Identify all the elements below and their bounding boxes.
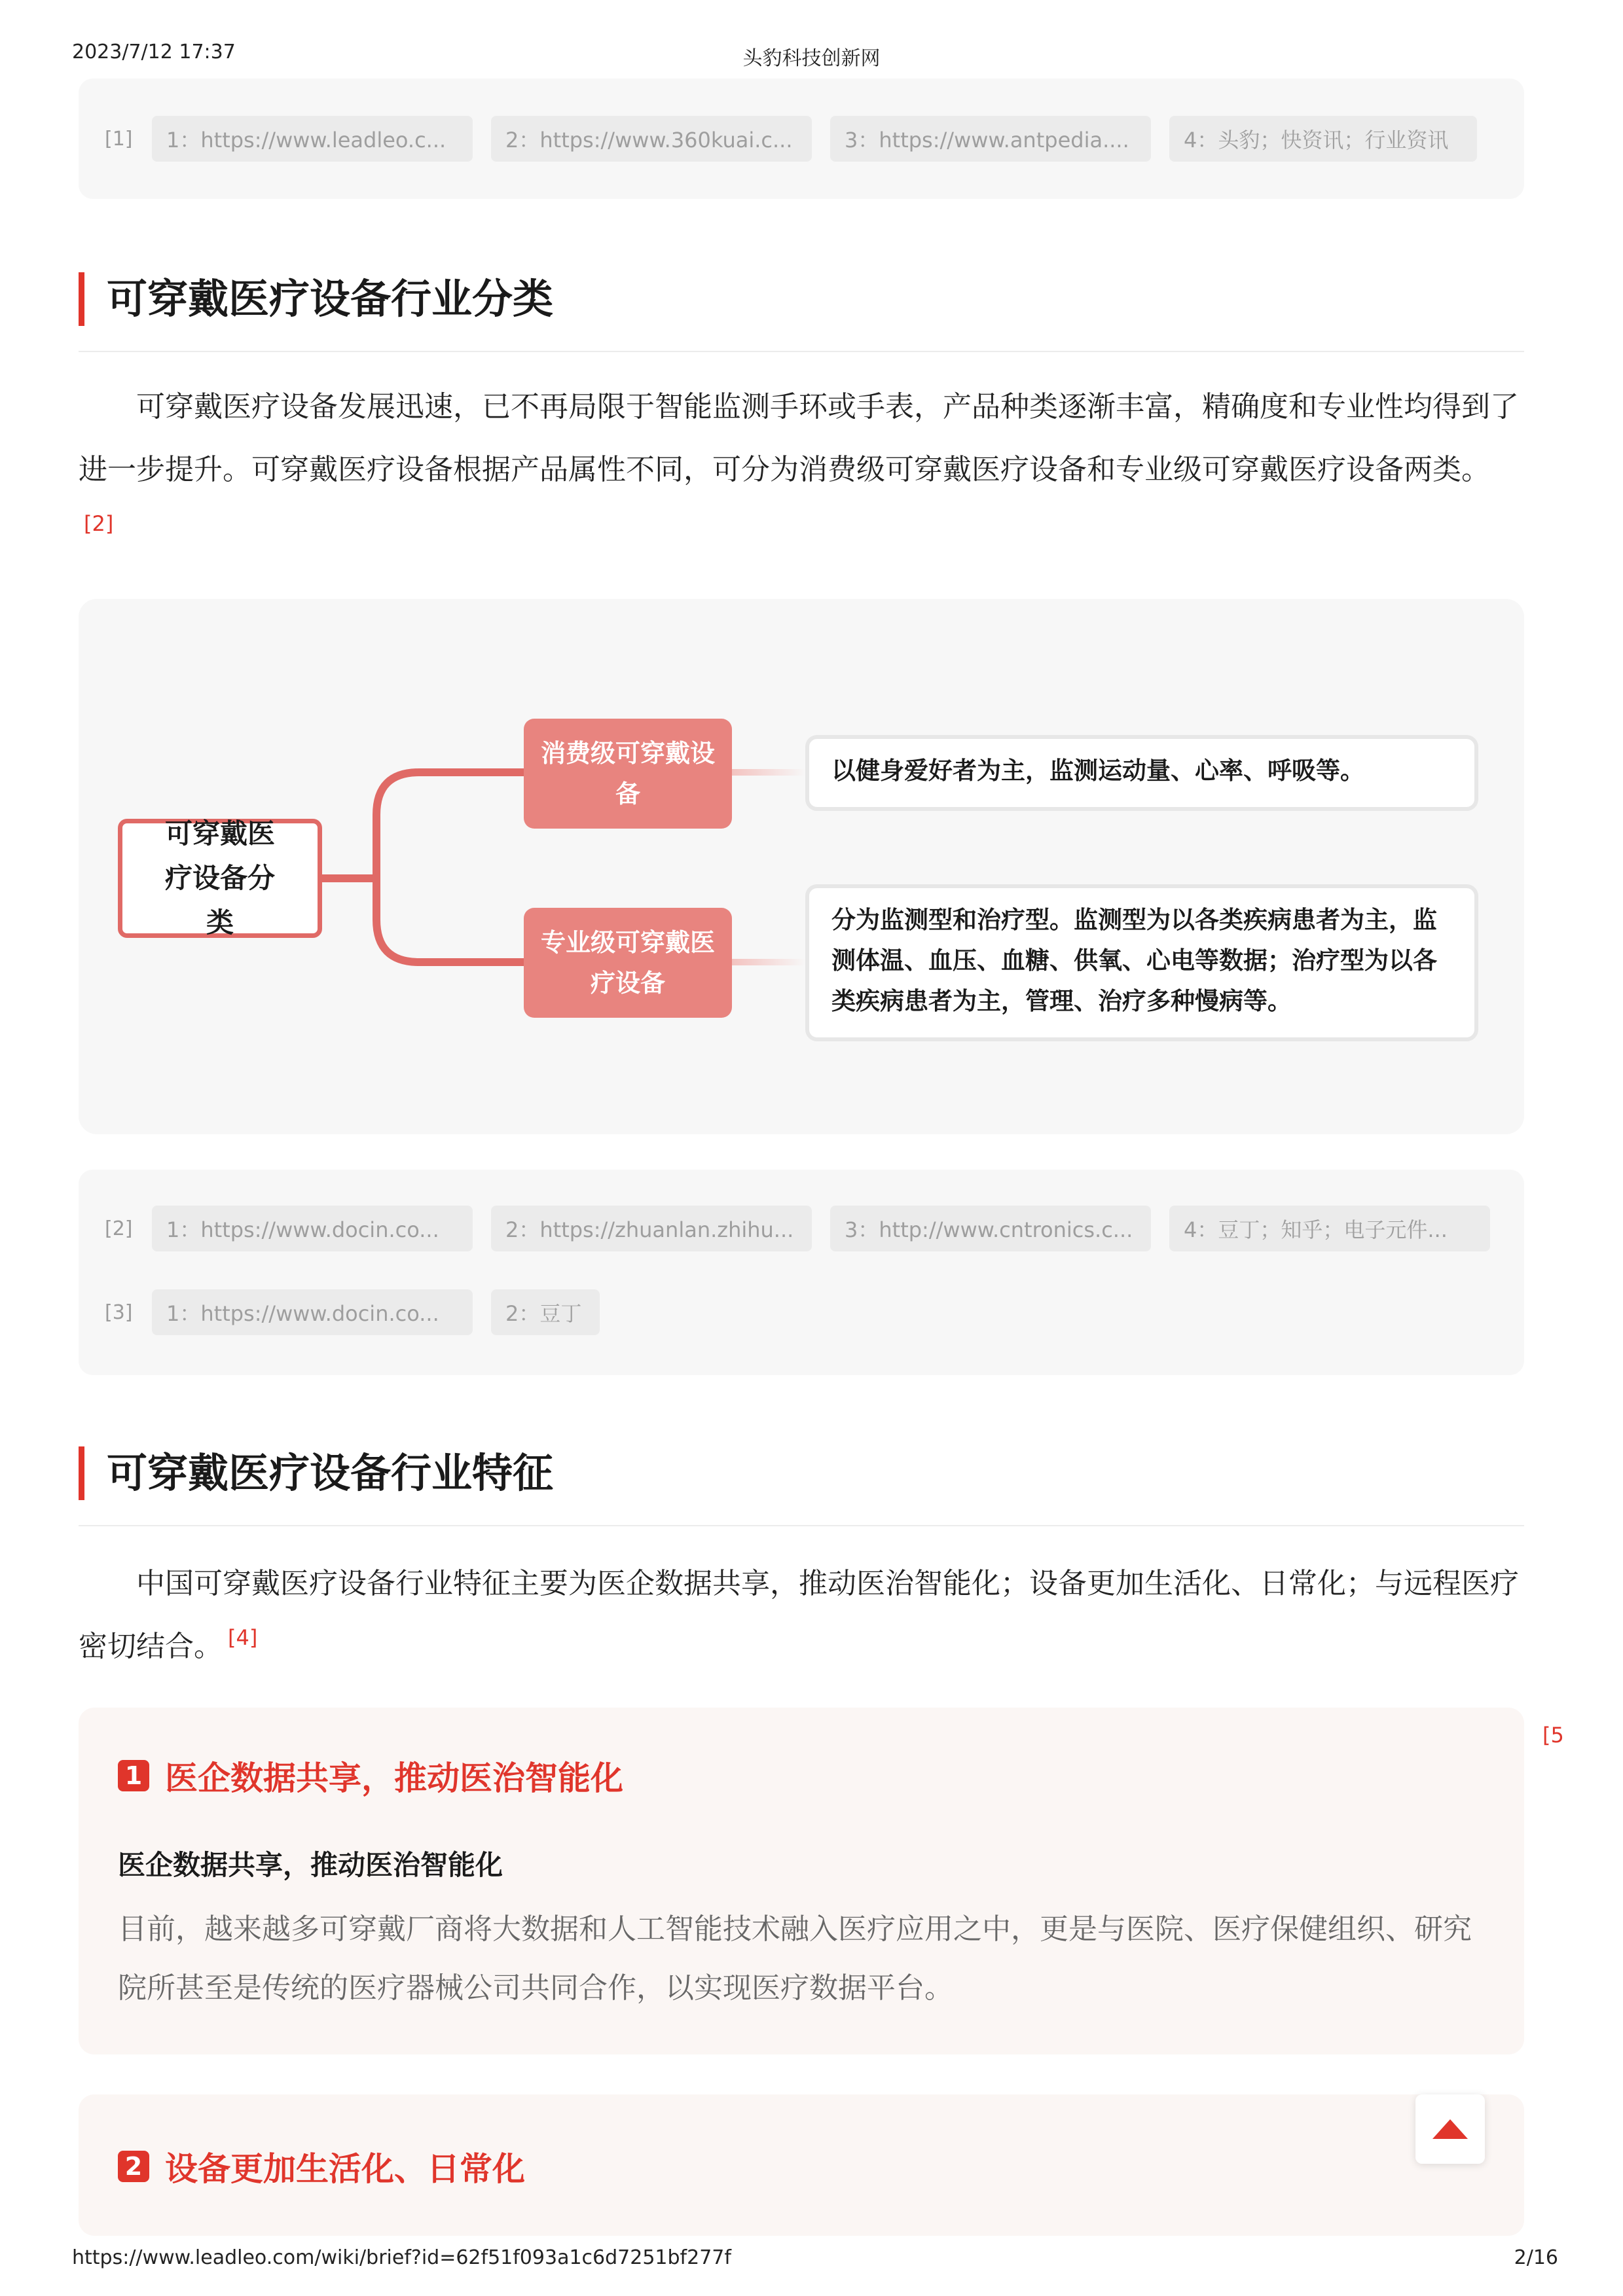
feature-card-2 <box>79 2094 1524 2236</box>
reference-link[interactable]: 1：https://www.docin.co... <box>152 1289 473 1335</box>
paragraph-text: 中国可穿戴医疗设备行业特征主要为医企数据共享，推动医治智能化；设备更加生活化、日常化；与远程医疗密切结合。 <box>79 1567 1519 1663</box>
page-number: 2/16 <box>1514 2246 1558 2269</box>
feature-heading <box>118 2143 525 2190</box>
reference-link[interactable]: 3：http://www.cntronics.c... <box>830 1206 1151 1251</box>
section-divider <box>79 1525 1524 1526</box>
feature-subtitle: 医企数据共享，推动医治智能化 <box>118 1849 503 1881</box>
feature-number-badge: 2 <box>118 2151 149 2182</box>
mindmap-branch-consumer: 消费级可穿戴设备 <box>524 719 732 829</box>
paragraph-text: 可穿戴医疗设备发展迅速，已不再局限于智能监测手环或手表，产品种类逐渐丰富，精确度和专业性均得到了进一步提升。可穿戴医疗设备根据产品属性不同，可分为消费级可穿戴医疗设备和专业级可穿戴医疗设备两类。 <box>79 390 1519 486</box>
reference-index: [1] <box>105 127 133 151</box>
back-to-top-button[interactable] <box>1415 2094 1485 2164</box>
reference-row <box>105 1289 618 1335</box>
feature-card-1 <box>79 1708 1524 2054</box>
reference-row <box>105 1206 1508 1251</box>
reference-link[interactable]: 1：https://www.docin.co... <box>152 1206 473 1251</box>
feature-number-badge: 1 <box>118 1760 149 1791</box>
section-title-classification: 可穿戴医疗设备行业分类 <box>79 272 553 326</box>
connector-fade <box>732 769 805 776</box>
footer-url: https://www.leadleo.com/wiki/brief?id=62f51f093a1c6d7251bf277f <box>72 2246 731 2269</box>
reference-link[interactable]: 2：https://www.360kuai.c... <box>491 116 812 162</box>
feature-title: 医企数据共享，推动医治智能化 <box>165 1759 623 1797</box>
feature-heading <box>118 1752 623 1799</box>
citation-link[interactable]: [2] <box>84 511 114 536</box>
feature-title: 设备更加生活化、日常化 <box>165 2150 525 2188</box>
mindmap-leaf-professional: 分为监测型和治疗型。监测型为以各类疾病患者为主，监测体温、血压、血糖、供氧、心电等数据；治疗型为以各类疾病患者为主，管理、治疗多种慢病等。 <box>805 884 1478 1041</box>
reference-index: [3] <box>105 1300 133 1324</box>
reference-link[interactable]: 4：豆丁；知乎；电子元件... <box>1169 1206 1490 1251</box>
caret-up-icon <box>1432 2119 1468 2139</box>
reference-link[interactable]: 4：头豹；快资讯；行业资讯 <box>1169 116 1477 162</box>
reference-link[interactable]: 2：豆丁 <box>491 1289 600 1335</box>
reference-link[interactable]: 1：https://www.leadleo.c... <box>152 116 473 162</box>
site-title: 头豹科技创新网 <box>742 47 881 70</box>
citation-link[interactable]: [4] <box>228 1625 258 1650</box>
section-paragraph <box>79 1552 1522 1678</box>
connector-fade <box>732 959 805 965</box>
side-citation[interactable]: [5 <box>1542 1723 1564 1748</box>
reference-index: [2] <box>105 1217 133 1240</box>
section-title-features: 可穿戴医疗设备行业特征 <box>79 1446 553 1500</box>
reference-panel-mid <box>79 1170 1524 1375</box>
reference-link[interactable]: 3：https://www.antpedia.... <box>830 116 1151 162</box>
reference-link[interactable]: 2：https://zhuanlan.zhihu... <box>491 1206 812 1251</box>
mindmap-leaf-consumer: 以健身爱好者为主，监测运动量、心率、呼吸等。 <box>805 735 1478 811</box>
mindmap-root-node: 可穿戴医疗设备分类 <box>118 819 322 938</box>
print-datetime: 2023/7/12 17:37 <box>72 41 236 63</box>
mindmap-branch-professional: 专业级可穿戴医疗设备 <box>524 908 732 1018</box>
connector-line <box>322 772 524 962</box>
feature-body: 目前，越来越多可穿戴厂商将大数据和人工智能技术融入医疗应用之中，更是与医院、医疗保健组织、研究院所甚至是传统的医疗器械公司共同合作，以实现医疗数据平台。 <box>118 1912 1472 2005</box>
